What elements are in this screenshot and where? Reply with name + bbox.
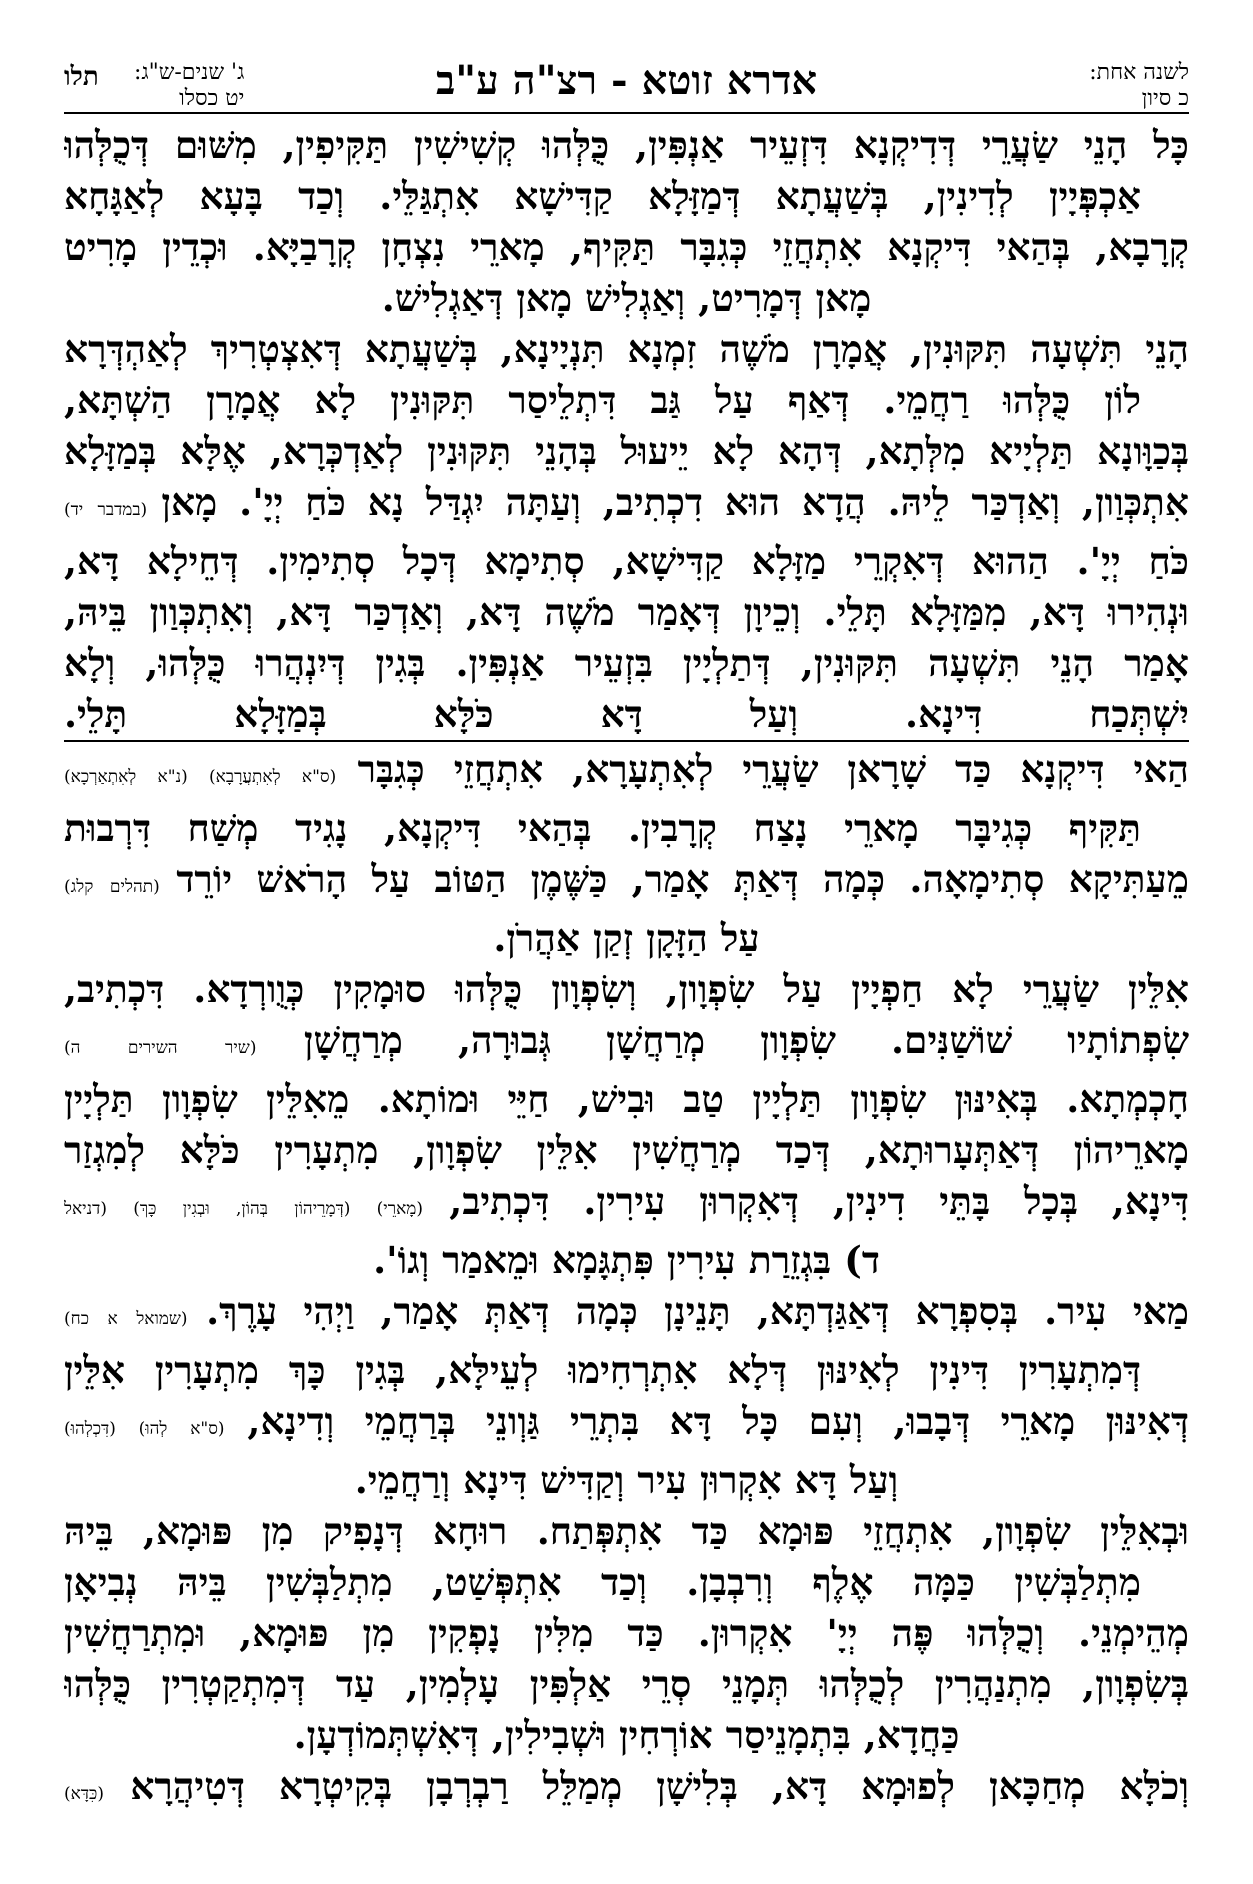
- line-text: אִתְכְּוַון, וְאַדְכַּר לֵיהּ. הֲדָא הוּא דִכְתִיב, וְעַתָּה יִגְדַּל נָא כֹּחַ יְיָ'. מָאן: [161, 480, 1189, 524]
- line-text: מָארֵיהוֹן דְּאַתְּעָרוּתָא, דְּכַד מְרַחֲשִׁין אִלֵּין שִׂפְוָון, מִתְעָרִין כֹּלָּא לְמִגְזַר: [64, 1128, 1189, 1172]
- line-text: לוֹן כֻּלְּהוּ רַחֲמֵי. דְּאַף עַל גַּב דִּתְלֵיסַר תִּקּוּנִין לָא אֲמָרָן הַשְׁתָּא,: [64, 378, 1141, 422]
- text-line: [64, 1125, 1189, 1176]
- text-line: [64, 1396, 1189, 1455]
- line-text: כֹּחַ יְיָ'. הַהוּא דְּאִקְרֵי מַזָּלָא קַדִּישָׁא, סְתִימָא דְּכָל סְתִימִין. דְּחֵילָא דָּא,: [64, 539, 1189, 583]
- line-text: עַל הַזָּקָן זְקַן אַהֲרֹן.: [493, 916, 760, 960]
- line-text: מָאן דְּמָרִיט, וְאַגְלִישׁ מָאן דְּאַגְלִישׁ.: [381, 276, 872, 320]
- text-line: [64, 1557, 1189, 1608]
- text-line: [64, 740, 1189, 803]
- text-line: [64, 638, 1189, 689]
- source-reference: (כִּדָּא): [64, 1784, 131, 1804]
- line-text: דְּאִינּוּן מָארֵי דְּבָבוּ, וְעִם כָּל דָּא בִּתְרֵי גַּוְונֵי בְּרַחֲמֵי וְדִינָא,: [247, 1399, 1189, 1443]
- page-title: אדרא זוטא - רצ"ה ע"ב: [436, 57, 817, 104]
- source-reference: (ס"א לְאִתְעֲרָבָא) (נ"א לְאִתְאַרְכָא): [64, 767, 358, 787]
- line-text: מִתְלַבְּשִׁין כַּמָּה אֶלֶף וְרִבְבָן. וְכַד אִתְפְּשַׁט, מִתְלַבְּשִׁין בֵּיהּ נְבִיאָן: [64, 1560, 1141, 1604]
- line-text: בְּשִׂפְוָון, מִתְנַהֲרִין לְכֻלְּהוּ תְּמָנֵי סְרֵי אַלְפִּין עָלְמִין, עַד דְּמִתְקַטְרִין כֻּלְּהוּ: [64, 1662, 1189, 1706]
- text-line: [64, 222, 1189, 273]
- paragraph: [64, 1506, 1189, 1761]
- text-line: [64, 375, 1189, 426]
- text-line: [64, 1710, 1189, 1761]
- header-left-line2: יט כסלו: [179, 86, 245, 111]
- line-text: דִּינָא, בְּכָל בָּתֵּי דִינִין, דְּאִקְרוּן עִירִין. דִּכְתִיב,: [449, 1179, 1189, 1223]
- line-text: בְּכַוָּונָא תַּלְיָיא מִלְּתָא, דְּהָא לָא יֵיעוּל בְּהָנֵי תִּקּוּנִין לְאַדְכְּרָא, אֶלָּא בְּמַזָּלָא: [64, 429, 1189, 473]
- line-text: אַכְפְּיָין לְדִינִין, בְּשַׁעֲתָא דְּמַזָּלָא קַדִּישָׁא אִתְגַּלֵּי. וְכַד בָּעָא לְאַגָּחָא: [64, 174, 1141, 218]
- line-text: וּבְאִלֵּין שִׂפְוָון, אִתְחֲזֵי פּוּמָא כַּד אִתְפְּתַח. רוּחָא דְּנָפִיק מִן פּוּמָא, בֵּיהּ: [64, 1509, 1189, 1553]
- text-line: [64, 1235, 1189, 1286]
- text-line: [64, 1176, 1189, 1235]
- text-line: [64, 1506, 1189, 1557]
- text-line: [64, 1608, 1189, 1659]
- text-line: [64, 913, 1189, 964]
- line-text: חָכְמְתָא. בְּאִינּוּן שִׂפְוָון תַּלְיָין טַב וּבִישׁ, חַיֵּי וּמוֹתָא. מֵאִלֵּין שִׂפְוָון תַּלְיָין: [64, 1077, 1189, 1121]
- text-line: [64, 273, 1189, 324]
- line-text: וּנְהִירוּ דָּא, מִמַּזָּלָא תָּלֵי. וְכֵיוָן דְּאָמַר מֹשֶׁה דָּא, וְאַדְכַּר דָּא, וְאִתְכְּוַון בֵּיהּ,: [64, 590, 1189, 634]
- text-line: [64, 324, 1189, 375]
- text-line: [64, 689, 1189, 740]
- source-reference: (מָארֵי) (דְּמָרֵיהוֹן בְּהוֹן, וּבְגִין כָּךְ) (דניאל: [64, 1199, 450, 1219]
- line-text: כָּל הָנֵי שַׂעֲרֵי דְּדִיקְנָא דִּזְעֵיר אַנְפִּין, כֻּלְּהוּ קְשִׁישִׁין תַּקִּיפִין, מִשּׁוּם דְּכֻלְּהוּ: [64, 123, 1189, 167]
- text-line: [64, 426, 1189, 477]
- line-text: מְהֵימְנֵי. וְכֻלְּהוּ פֶּה יְיָ' אִקְרוּן. כַּד מִלִּין נָפְקִין מִן פּוּמָא, וּמִתְרַחֲשִׁין: [64, 1611, 1189, 1655]
- text-line: [64, 854, 1189, 913]
- source-reference: (ס"א לְהוּ) (דִּכְלְהוּ): [64, 1419, 248, 1439]
- header-right-line1: לשנה אחת:: [1089, 60, 1189, 85]
- header-rule: [64, 112, 1189, 114]
- text-line: [64, 1761, 1189, 1820]
- source-reference: (שמואל א כח): [64, 1309, 207, 1329]
- line-text: שִׂפְתוֹתָיו שׁוֹשַׁנִּים. שִׂפְוָון מְרַחֲשָׁן גְּבוּרָה, מְרַחֲשָׁן: [303, 1018, 1189, 1062]
- paragraph: [64, 1761, 1189, 1820]
- paragraph: [64, 120, 1189, 324]
- line-text: דְּמִתְעָרִין דִּינִין לְאִינּוּן דְּלָא אִתְרְחִימוּ לְעֵילָּא, בְּגִין כָּךְ מִתְעָרִין אִלֵּין: [64, 1348, 1141, 1392]
- line-text: אָמַר הָנֵי תִּשְׁעָה תִּקּוּנִין, דְּתַלְיָין בִּזְעֵיר אַנְפִּין. בְּגִין דְּיִנְהֲרוּ כֻּלְּהוּ, וְלָא: [64, 641, 1189, 685]
- source-reference: (במדבר יד): [64, 500, 162, 520]
- line-text: אִלֵּין שַׂעֲרֵי לָא חַפְיָין עַל שִׂפְוָון, וְשִׂפְוָון כֻּלְּהוּ סוּמָקִין כְּוֻורְדָא. דִּכְתִיב,: [64, 967, 1189, 1011]
- paragraph: [64, 964, 1189, 1286]
- text-line: [64, 536, 1189, 587]
- line-text: מֵעַתִּיקָא סְתִימָאָה. כְּמָה דְּאַתְּ אָמַר, כַּשֶּׁמֶן הַטּוֹב עַל הָרֹאשׁ יוֹרֵד: [176, 857, 1189, 901]
- line-text: ד) בִּגְזֵרַת עִירִין פִּתְגָּמָא וּמֵאמַר וְגוֹ'.: [373, 1238, 880, 1282]
- header-right-line2: כ סיון: [1141, 86, 1189, 111]
- source-reference: (שיר השירים ה): [64, 1038, 304, 1058]
- text-body: [64, 120, 1189, 1820]
- text-line: [64, 1074, 1189, 1125]
- text-line: [64, 1659, 1189, 1710]
- header-left-line1: ג' שנים-ש"ג:: [134, 60, 245, 85]
- paragraph: [64, 1286, 1189, 1506]
- text-line: [64, 1455, 1189, 1506]
- paragraph: [64, 324, 1189, 740]
- line-text: יִשְׁתְּכַח דִּינָא. וְעַל דָּא כֹּלָּא בְּמַזָּלָא תָּלֵי.: [64, 692, 1189, 736]
- page-number: תלו: [64, 62, 99, 92]
- text-line: [64, 477, 1189, 536]
- source-reference: (תהלים קלג): [64, 877, 177, 897]
- line-text: קְרָבָא, בְּהַאי דִּיקְנָא אִתְחֲזֵי כְּגִבָּר תַּקִּיף, מָארֵי נִצְחָן קְרָבַיָּא. וּכְדֵין מָרִיט: [64, 225, 1189, 269]
- line-text: וְעַל דָּא אִקְרוּן עִיר וְקַדִּישׁ דִּינָא וְרַחֲמֵי.: [354, 1458, 899, 1502]
- text-line: [64, 964, 1189, 1015]
- text-line: [64, 171, 1189, 222]
- text-line: [64, 120, 1189, 171]
- line-text: וְכֹלָּא מְחַכָּאן לְפוּמָא דָּא, בְּלִישָׁן מְמַלֵּל רַבְרְבָן בְּקִיטְרָא דְּטִיהֲרָא: [130, 1764, 1189, 1808]
- line-text: הַאי דִּיקְנָא כַּד שָׁרָאן שַׂעֲרֵי לְאִתְעָרָא, אִתְחֲזֵי כְּגִבָּר: [357, 747, 1189, 791]
- header-left: [134, 60, 244, 112]
- text-line: [64, 1345, 1189, 1396]
- text-line: [64, 803, 1189, 854]
- paragraph: [64, 740, 1189, 964]
- text-line: [64, 587, 1189, 638]
- text-line: [64, 1015, 1189, 1074]
- line-text: תַּקִּיף כְּגִיבָּר מָארֵי נָצַח קְרָבִין. בְּהַאי דִּיקְנָא, נָגִיד מְשַׁח דִּרְבוּת: [64, 806, 1141, 850]
- line-text: מַאי עִיר. בְּסִפְרָא דְּאַגַּדְתָּא, תָּנֵינָן כְּמָה דְּאַתְּ אָמַר, וַיְהִי עָרֶךְ.: [206, 1289, 1189, 1333]
- line-text: כַּחֲדָא, בִּתְמָנֵיסַר אוֹרְחִין וּשְׁבִילִין, דְּאִשְׁתְּמוֹדְעָן.: [293, 1713, 960, 1757]
- page-header: [64, 56, 1189, 112]
- line-text: הָנֵי תִּשְׁעָה תִּקּוּנִין, אֲמָרָן מֹשֶׁה זִמְנָא תִּנְיָינָא, בְּשַׁעֲתָא דְּאִצְטְרִיךְ לְאַהְדְּרָא: [64, 327, 1189, 371]
- text-line: [64, 1286, 1189, 1345]
